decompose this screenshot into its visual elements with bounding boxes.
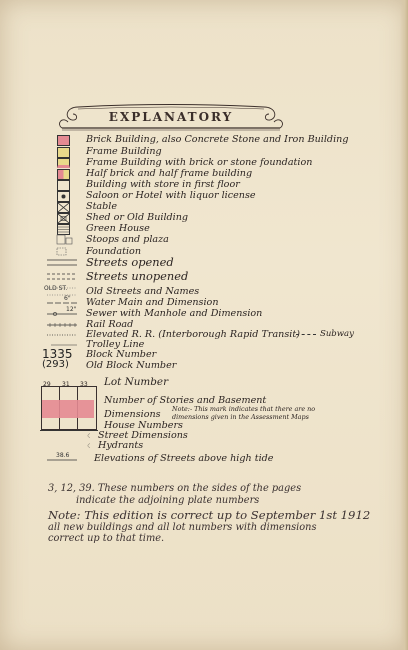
edition-note-line2: all new buildings and all lot numbers with dimensions: [48, 522, 317, 533]
old-block-number-sample: (293): [42, 359, 69, 370]
street-opened-line-icon: [40, 257, 84, 268]
lot-number-sample: 31: [62, 381, 70, 388]
legend-label: Shed or Old Building: [86, 212, 189, 223]
stories-label: Number of Stories and Basement: [104, 395, 267, 406]
legend-label: Saloon or Hotel with liquor license: [86, 190, 256, 201]
legend-row-elevations: [40, 452, 380, 466]
legend-label: Streets opened: [86, 255, 174, 269]
legend-label: Frame Building: [86, 146, 162, 157]
edition-note-line1: Note: This edition is correct up to September 1st 1912: [48, 508, 371, 522]
legend-label: Stoops and plaza: [86, 234, 169, 245]
lot-number-sample: 33: [80, 381, 88, 388]
legend-label: Rail Road: [86, 319, 134, 330]
legend-label: Green House: [86, 223, 150, 234]
edition-note-line3: correct up to that time.: [48, 533, 165, 544]
legend-label: Building with store in first floor: [86, 179, 240, 190]
legend-label: Streets unopened: [86, 269, 189, 283]
legend-label: Foundation: [86, 246, 142, 257]
hydrant-icon: [84, 440, 96, 451]
lot-number-label: Lot Number: [104, 376, 169, 388]
legend-label: Elevated R. R. (Interborough Rapid Transit): [86, 329, 300, 340]
legend-row-streets-unopened: [40, 270, 380, 284]
legend-row-streets-opened: [40, 256, 380, 270]
legend-label: Frame Building with brick or stone foundation: [86, 157, 313, 168]
dimensions-label: Dimensions: [104, 409, 161, 420]
legend-row-hydrants: [40, 439, 380, 453]
legend-label: Hydrants: [98, 440, 144, 451]
legend-label: Stable: [86, 201, 118, 212]
lot-number-sample: 29: [43, 381, 51, 388]
block-number-label: Block Number: [86, 349, 157, 360]
street-unopened-line-icon: [40, 271, 84, 282]
water-main-symbol-text: 6": [64, 295, 71, 302]
page-edge: [400, 0, 408, 650]
legend-label: Sewer with Manhole and Dimension: [86, 308, 263, 319]
old-street-symbol-text: OLD ST.: [44, 285, 68, 292]
sewer-symbol-text: 12": [66, 306, 77, 313]
plate-note-line1: 3, 12, 39. These numbers on the sides of the pages: [48, 483, 302, 494]
legend-label: Elevations of Streets above high tide: [94, 453, 274, 464]
house-numbers-label: House Numbers: [104, 420, 183, 431]
old-block-number-label: Old Block Number: [86, 360, 177, 371]
legend-title: EXPLANATORY: [108, 110, 234, 124]
assessment-note: Note:- This mark indicates that there are no dimensions given in the Assessment Maps: [172, 405, 316, 421]
legend-label: Half brick and half frame building: [86, 168, 253, 179]
elevation-symbol-text: 38.6: [56, 452, 70, 459]
block-number-sample: 1335: [42, 347, 73, 361]
legend-label: Water Main and Dimension: [86, 297, 219, 308]
plate-note-line2: indicate the adjoining plate numbers: [76, 495, 260, 506]
subway-label: Subway: [320, 329, 354, 339]
legend-label: Street Dimensions: [98, 430, 188, 441]
subway-line-icon: [296, 334, 316, 335]
legend-label: Old Streets and Names: [86, 286, 200, 297]
brick-building-sample: [42, 400, 94, 418]
stoop-swatch-icon: [54, 234, 84, 245]
legend-label: Brick Building, also Concrete Stone and Iron Building: [86, 134, 349, 145]
legend-label: Trolley Line: [86, 339, 145, 350]
